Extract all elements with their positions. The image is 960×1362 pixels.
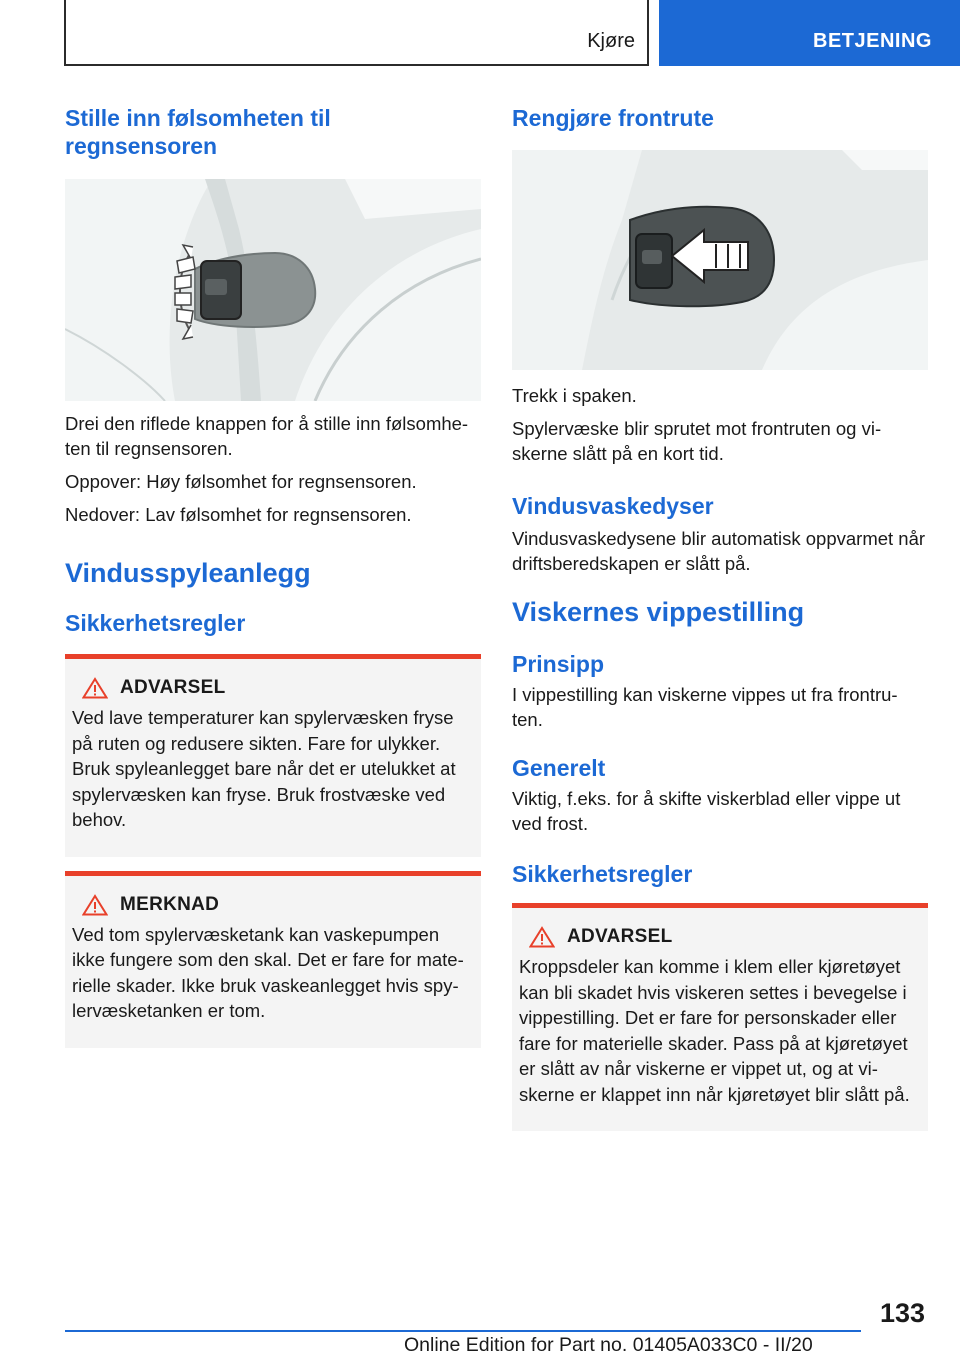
- warning-label: ADVARSEL: [120, 677, 226, 698]
- paragraph-nozzles-heated: Vindusvaskedysene blir automatisk oppvarmet når driftsberedskapen er slått på.: [512, 528, 926, 574]
- heading-washer-nozzles: Vindusvaskedyser: [512, 493, 714, 519]
- right-column: [512, 100, 928, 1131]
- left-column: [65, 100, 481, 1048]
- warning-text: Kroppsdeler kan komme i klem eller kjøretøyet kan bli skadet hvis viskeren settes i bevegelse i vippestilling. Det er fare for personskader eller fare for materielle skader. Pass på at kjøretøyet er slått av når viskerne er vippet ut, og at vi-skerne er klappet inn når kjøretøyet blir slått på.: [519, 956, 910, 1105]
- warning-triangle-icon: [82, 677, 108, 699]
- header-section-title: Kjøre: [587, 30, 635, 52]
- header-chapter-title: BETJENING: [813, 30, 932, 52]
- wiper-stalk-knob-illustration: [65, 179, 481, 401]
- note-callout-empty-tank: [65, 871, 481, 1048]
- heading-clean-windshield: Rengjøre frontrute: [512, 105, 714, 131]
- paragraph-upwards: Oppover: Høy følsomhet for regnsensoren.: [65, 471, 417, 492]
- warning-text: Ved lave temperaturer kan spylervæsken fryse på ruten og redusere sikten. Fare for ulykker. Bruk spyleanlegget bare når det er utelukket at spylervæsken kan fryse. Bruk frostvæske ved behov.: [72, 707, 456, 830]
- header-chapter-tab[interactable]: [659, 0, 960, 66]
- warning-label: ADVARSEL: [567, 926, 673, 947]
- heading-safety-right: Sikkerhetsregler: [512, 861, 693, 887]
- heading-rain-sensor: Stille inn følsomheten til regnsensoren: [65, 105, 331, 159]
- paragraph-general: Viktig, f.eks. for å skifte viskerblad eller vippe ut ved frost.: [512, 788, 901, 834]
- heading-safety-left: Sikkerhetsregler: [65, 610, 246, 636]
- warning-triangle-icon: [82, 894, 108, 916]
- paragraph-principle: I vippestilling kan viskerne vippes ut fra frontru-ten.: [512, 684, 898, 730]
- footer-edition: Online Edition for Part no. 01405A033C0 - II/20: [404, 1334, 813, 1356]
- warning-callout-freeze: [65, 654, 481, 857]
- warning-callout-pinch: [512, 903, 928, 1131]
- windshield-figure: [512, 150, 928, 370]
- header-section-box: [64, 0, 649, 66]
- heading-principle: Prinsipp: [512, 651, 605, 677]
- note-text: Ved tom spylervæsketank kan vaskepumpen ikke fungere som den skal. Det er fare for mate-rielle skader. Ikke bruk vaskeanlegget hvis spy-lervæsketanken er tom.: [72, 923, 464, 1021]
- paragraph-washer-fluid: Spylervæske blir sprutet mot frontruten og vi-skerne slått på en kort tid.: [512, 418, 882, 464]
- paragraph-pull-lever: Trekk i spaken.: [512, 385, 637, 406]
- heading-washer-system: Vindusspyleanlegg: [65, 558, 311, 588]
- page-number: 133: [880, 1298, 926, 1328]
- footer-divider: [65, 1330, 861, 1332]
- paragraph-downwards: Nedover: Lav følsomhet for regnsensoren.: [65, 504, 412, 525]
- wiper-stalk-pull-illustration: [512, 150, 928, 370]
- paragraph-rotate-knob: Drei den riflede knappen for å stille inn følsomhe-ten til regnsensoren.: [65, 413, 469, 459]
- rain-sensor-figure: [65, 179, 481, 401]
- heading-wiper-fold-position: Viskernes vippestilling: [512, 597, 805, 627]
- warning-triangle-icon: [529, 926, 555, 948]
- heading-general: Generelt: [512, 755, 606, 781]
- note-label: MERKNAD: [120, 893, 220, 915]
